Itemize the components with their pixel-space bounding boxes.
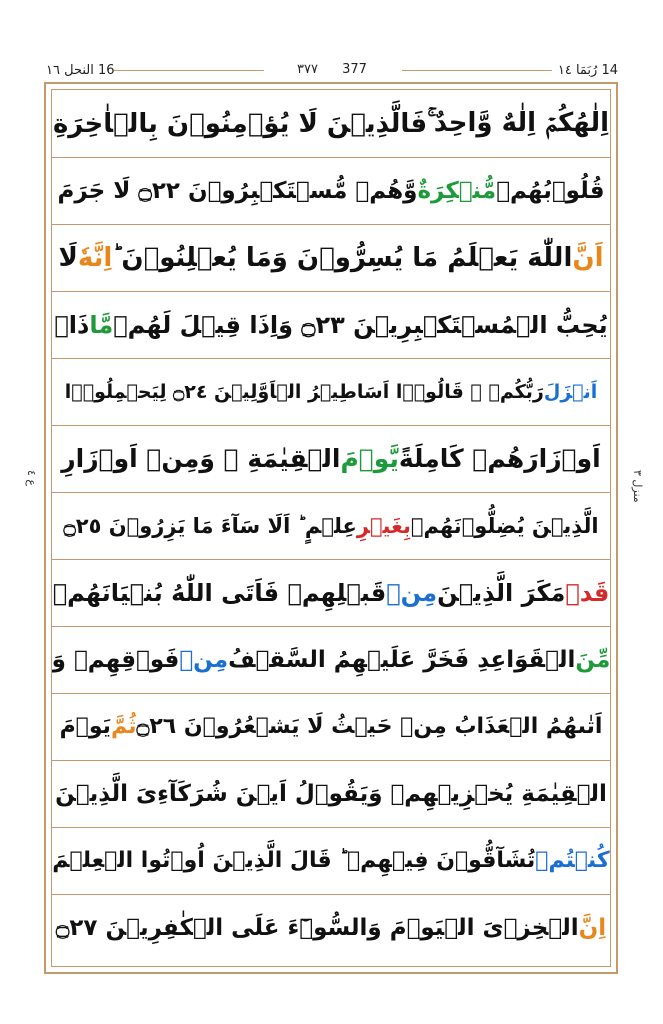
- verse-line: [52, 90, 610, 158]
- verse-line: [52, 492, 610, 560]
- verse-segment: بِغَيۡرِ: [356, 513, 411, 538]
- verse-line: [52, 894, 610, 961]
- verse-segment: الۡخِزۡىَ الۡيَوۡمَ وَالسُّوۡٓءَ عَلَى الۡكٰفِرِيۡنَ ۝٢٧: [55, 914, 579, 941]
- page-number: 377: [342, 62, 367, 77]
- verse-segment: فَوۡقِهِمۡ وَ: [52, 646, 180, 673]
- verse-line: [52, 358, 610, 426]
- verse-segment: قُلُوۡبُهُمۡ: [496, 177, 605, 204]
- page-number-block: [44, 62, 620, 77]
- verse-line: [52, 827, 610, 895]
- verse-segment: الۡقِيٰمَةِ ۙ وَمِنۡ اَوۡزَارِ: [61, 444, 341, 473]
- verse-segment: ذَاۤ: [54, 310, 90, 339]
- verse-segment: تُشَآقُّوۡنَ فِيۡهِمۡ ؕ قَالَ الَّذِيۡنَ اُوۡتُوا الۡعِلۡمَ: [52, 848, 536, 873]
- verse-segment: اَنۡزَلَ: [543, 380, 598, 403]
- verse-segment: الَّذِيۡنَ يُضِلُّوۡنَهُمۡ: [410, 513, 599, 538]
- verse-segment: يُحِبُّ الۡمُسۡتَكۡبِرِيۡنَ ۝٢٣ وَاِذَا قِيۡلَ لَهُمۡ: [113, 310, 608, 339]
- verse-line: [52, 626, 610, 694]
- verse-segment: مِنۡ: [179, 646, 229, 673]
- verse-line: [52, 157, 610, 225]
- verse-segment: يَّوۡمَ: [340, 444, 399, 473]
- verse-segment: وَّهُمۡ مُّسۡتَكۡبِرُوۡنَ ۝٢٢ لَا جَرَمَ: [57, 177, 418, 204]
- page-number-urdu: ٣٧٧: [297, 62, 318, 77]
- verse-line: [52, 425, 610, 493]
- verse-line: [52, 224, 610, 292]
- verse-segment: اَنَّ: [572, 242, 604, 273]
- verse-segment: عِلۡمٍ ؕ اَلَا سَآءَ مَا يَزِرُوۡنَ ۝٢٥: [63, 513, 357, 538]
- verse-segment: اِنَّهٗ: [77, 242, 113, 273]
- verse-line: [52, 291, 610, 359]
- page-header: [44, 60, 620, 82]
- verse-segment: مِنۡ: [386, 578, 438, 607]
- verse-segment: مَّا: [89, 310, 114, 339]
- verse-lines: [51, 89, 611, 967]
- verse-segment: اِلٰهُكُمۡ اِلٰهٌ وَّاحِدٌ ۚ: [427, 108, 610, 138]
- juz-label: 14 رُبَمَا ١٤: [557, 63, 618, 78]
- verse-segment: ثُمَّ: [110, 714, 137, 739]
- verse-segment: مَكَرَ الَّذِيۡنَ: [437, 578, 566, 607]
- verse-segment: فَالَّذِيۡنَ لَا يُؤۡمِنُوۡنَ بِالۡاٰخِرَةِ: [52, 108, 428, 139]
- verse-segment: الۡقَوَاعِدِ فَخَرَّ عَلَيۡهِمُ السَّقۡفُ: [228, 646, 576, 673]
- verse-line: [52, 760, 610, 828]
- verse-segment: مُّنۡكِرَةٌ: [417, 177, 497, 204]
- verse-segment: قَدۡ: [565, 578, 610, 607]
- verse-segment: كُنۡتُمۡ: [535, 848, 610, 873]
- surah-label: 16 النحل ١٦: [46, 63, 115, 78]
- manzil-marker: منزل ٣: [631, 470, 644, 503]
- verse-segment: يَوۡمَ: [59, 714, 111, 739]
- verse-segment: قَبۡلِهِمۡ فَاَتَى اللّٰهُ بُنۡيَانَهُمۡ: [52, 578, 387, 607]
- verse-segment: رَبُّكُمۡ ۙ قَالُوۡۤا اَسَاطِيۡرُ الۡاَوَّلِيۡنَ ۝٢٤ لِيَحۡمِلُوۡۤا: [64, 380, 544, 403]
- verse-line: [52, 693, 610, 761]
- verse-segment: اللّٰهَ يَعۡلَمُ مَا يُسِرُّوۡنَ وَمَا يُعۡلِنُوۡنَ ؕ: [112, 242, 573, 273]
- verse-line: [52, 559, 610, 627]
- ruku-marker: ع ٤: [25, 470, 38, 486]
- verse-segment: لَا: [58, 242, 78, 273]
- verse-segment: الۡقِيٰمَةِ يُخۡزِيۡهِمۡ وَيَقُوۡلُ اَيۡنَ شُرَكَآءِىَ الَّذِيۡنَ: [55, 780, 607, 807]
- verse-segment: مِّنَ: [575, 646, 610, 673]
- page-frame: [44, 82, 618, 974]
- verse-segment: اَتٰٮهُمُ الۡعَذَابُ مِنۡ حَيۡثُ لَا يَشۡعُرُوۡنَ ۝٢٦: [136, 714, 603, 739]
- verse-segment: اِنَّ: [578, 914, 607, 941]
- verse-segment: اَوۡزَارَهُمۡ كَامِلَةً: [398, 444, 601, 473]
